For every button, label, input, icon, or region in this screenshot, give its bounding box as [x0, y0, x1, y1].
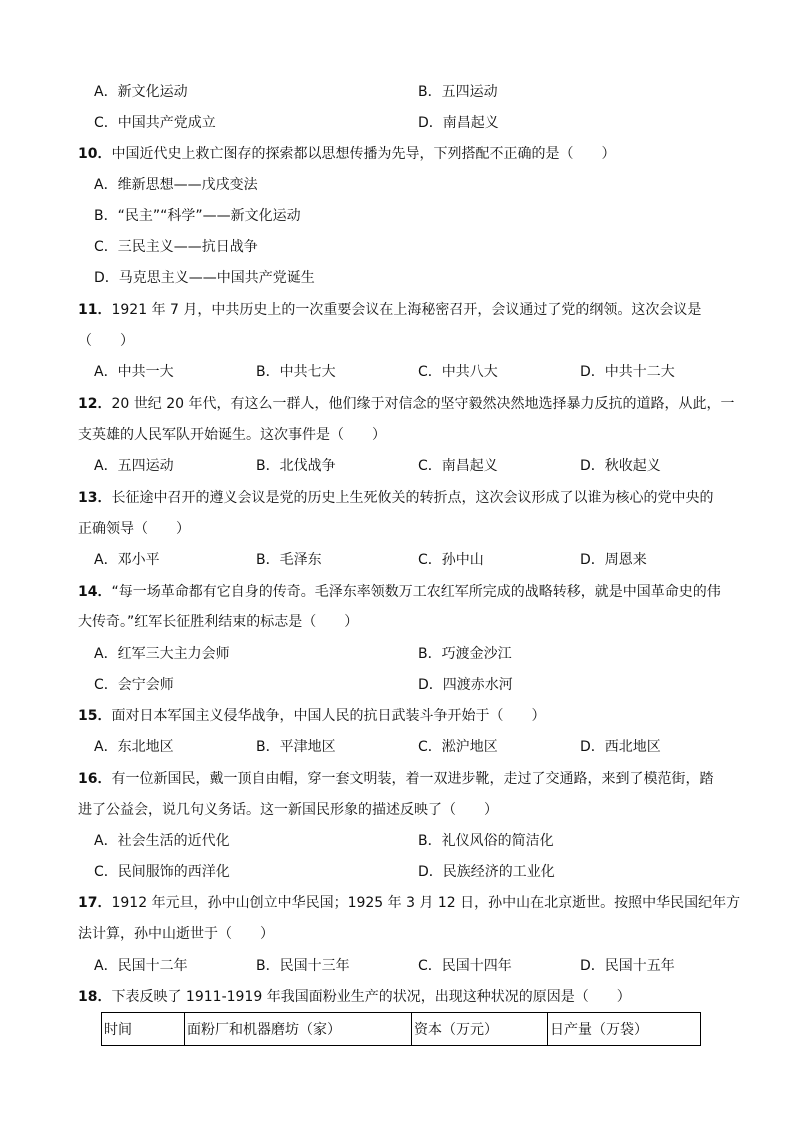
q13-option-b: B．毛泽东 — [256, 552, 322, 568]
q10-option-d: D．马克思主义——中国共产党诞生 — [94, 270, 315, 286]
q13-option-c: C．孙中山 — [418, 552, 484, 568]
q16-option-b: B．礼仪风俗的简洁化 — [418, 833, 554, 849]
question-12 — [78, 394, 734, 414]
q13-option-a: A．邓小平 — [94, 552, 160, 568]
table-header-cell: 资本（万元） — [412, 1013, 548, 1046]
q10-option-c: C．三民主义——抗日战争 — [94, 239, 258, 255]
q14-option-d: D．四渡赤水河 — [418, 677, 513, 693]
q10-option-a: A．维新思想——戊戌变法 — [94, 177, 258, 193]
question-18 — [78, 987, 631, 1007]
q17-option-d: D．民国十五年 — [580, 958, 675, 974]
flour-industry-table — [101, 1012, 701, 1046]
q9-option-b: B．五四运动 — [418, 84, 498, 100]
q15-option-c: C．淞沪地区 — [418, 739, 498, 755]
q12-option-a: A．五四运动 — [94, 458, 174, 474]
question-17 — [78, 893, 740, 913]
question-14 — [78, 582, 721, 602]
q11-option-d: D．中共十二大 — [580, 364, 675, 380]
table-header-cell: 时间 — [102, 1013, 185, 1046]
table-header-cell: 面粉厂和机器磨坊（家） — [185, 1013, 412, 1046]
question-stem-continued: 进了公益会，说几句义务话。这一新国民形象的描述反映了（ ） — [78, 802, 498, 818]
question-number: 12． — [78, 396, 112, 412]
question-number: 10． — [78, 146, 112, 162]
question-11 — [78, 300, 701, 320]
question-number: 11． — [78, 302, 112, 318]
q15-option-a: A．东北地区 — [94, 739, 174, 755]
q16-option-c: C．民间服饰的西洋化 — [94, 864, 230, 880]
q13-option-d: D．周恩来 — [580, 552, 647, 568]
question-number: 16． — [78, 771, 112, 787]
q12-option-b: B．北伐战争 — [256, 458, 336, 474]
q11-option-b: B．中共七大 — [256, 364, 336, 380]
q14-option-a: A．红军三大主力会师 — [94, 646, 230, 662]
question-10 — [78, 144, 615, 164]
question-stem-continued: 支英雄的人民军队开始诞生。这次事件是（ ） — [78, 427, 386, 443]
q16-option-a: A．社会生活的近代化 — [94, 833, 230, 849]
question-stem: 面对日本军国主义侵华战争，中国人民的抗日武装斗争开始于（ ） — [111, 708, 546, 724]
question-15 — [78, 706, 545, 726]
question-stem: 长征途中召开的遵义会议是党的历史上生死攸关的转折点，这次会议形成了以谁为核心的党中央的 — [111, 490, 714, 506]
question-stem: 有一位新国民，戴一顶自由帽，穿一套文明装，着一双进步靴，走过了交通路，来到了模范街，踏 — [111, 771, 714, 787]
q17-option-b: B．民国十三年 — [256, 958, 350, 974]
table-header-row — [102, 1013, 701, 1046]
question-number: 15． — [78, 708, 112, 724]
q11-option-c: C．中共八大 — [418, 364, 498, 380]
question-stem-continued: （ ） — [78, 333, 134, 349]
q14-option-c: C．会宁会师 — [94, 677, 174, 693]
question-stem-continued: 正确领导（ ） — [78, 521, 190, 537]
question-13 — [78, 488, 713, 508]
q12-option-c: C．南昌起义 — [418, 458, 498, 474]
q17-option-a: A．民国十二年 — [94, 958, 188, 974]
question-16 — [78, 769, 713, 789]
q16-option-d: D．民族经济的工业化 — [418, 864, 555, 880]
q15-option-b: B．平津地区 — [256, 739, 336, 755]
q9-option-a: A．新文化运动 — [94, 84, 188, 100]
q14-option-b: B．巧渡金沙江 — [418, 646, 512, 662]
question-stem: 1921 年 7 月，中共历史上的一次重要会议在上海秘密召开，会议通过了党的纲领。这次会议是 — [111, 302, 702, 318]
question-number: 17． — [78, 895, 112, 911]
question-stem: 20 世纪 20 年代，有这么一群人，他们缘于对信念的坚守毅然决然地选择暴力反抗的道路，从此，一 — [111, 396, 735, 412]
q15-option-d: D．西北地区 — [580, 739, 661, 755]
question-stem-continued: 法计算，孙中山逝世于（ ） — [78, 926, 274, 942]
q11-option-a: A．中共一大 — [94, 364, 174, 380]
q17-option-c: C．民国十四年 — [418, 958, 512, 974]
question-number: 18． — [78, 989, 112, 1005]
question-stem: 中国近代史上救亡图存的探索都以思想传播为先导，下列搭配不正确的是（ ） — [111, 146, 616, 162]
q9-option-c: C．中国共产党成立 — [94, 115, 216, 131]
question-stem: “每一场革命都有它自身的传奇。毛泽东率领数万工农红军所完成的战略转移，就是中国革命史的伟 — [111, 584, 721, 600]
q9-option-d: D．南昌起义 — [418, 115, 499, 131]
question-stem: 1912 年元旦，孙中山创立中华民国；1925 年 3 月 12 日，孙中山在北京逝世。按照中华民国纪年方 — [111, 895, 741, 911]
question-stem-continued: 大传奇。”红军长征胜利结束的标志是（ ） — [78, 614, 359, 630]
question-number: 13． — [78, 490, 112, 506]
table-header-cell: 日产量（万袋） — [548, 1013, 701, 1046]
question-stem: 下表反映了 1911-1919 年我国面粉业生产的状况，出现这种状况的原因是（ ） — [111, 989, 631, 1005]
question-number: 14． — [78, 584, 112, 600]
q10-option-b: B．“民主”“科学”——新文化运动 — [94, 208, 301, 224]
q12-option-d: D．秋收起义 — [580, 458, 661, 474]
